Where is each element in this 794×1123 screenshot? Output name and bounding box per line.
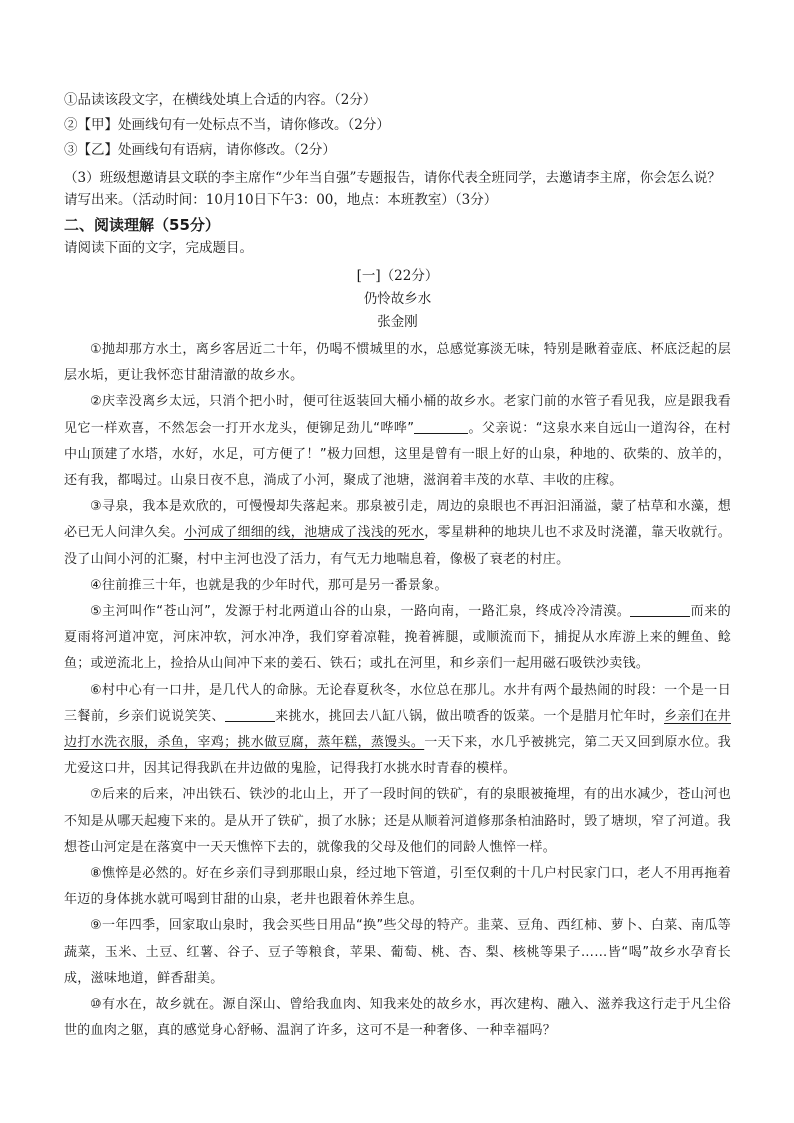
question-2: ②【甲】处画线句有一处标点不当，请你修改。（2分） <box>64 117 390 133</box>
paragraph-6-text-c: 一天下来，水几乎被挑完，第二天又回到原水位。我尤爱这口井，因其记得我趴在井边做的鬼脸，记得我打水挑水时青春的模样。 <box>64 735 731 777</box>
question-1: ①品读该段文字，在横线处填上合适的内容。（2分） <box>64 92 377 108</box>
paragraph-4: ④往前推三十年，也就是我的少年时代，那可是另一番景象。 <box>90 577 448 593</box>
passage-label: [一]（22分） <box>356 268 439 284</box>
paragraph-3 <box>64 494 731 573</box>
paragraph-6 <box>64 678 731 783</box>
paragraph-6-text-a: ⑥村中心有一口井，是几代人的命脉。无论春夏秋冬，水位总在那儿。水井有两个最热闹的时段：一个是一日三餐前，乡亲们说说笑笑、 <box>64 682 731 724</box>
paragraph-3-text-a: ③寻泉，我本是欢欣的，可慢慢却失落起来。那泉被引走，周边的泉眼也不再汩汩涌溢，蒙了枯草和水藻，想必已无人问津久矣。 <box>64 499 731 541</box>
paragraph-9: ⑨一年四季，回家取山泉时，我会买些日用品“换”些父母的特产。韭菜、豆角、西红柿、萝卜、白菜、南瓜等蔬菜，玉米、土豆、红薯、谷子、豆子等粮食，苹果、葡萄、桃、杏、梨、核桃等果子……皆“喝”故乡水孕育长成，滋味地道，鲜香甜美。 <box>64 918 731 986</box>
paragraph-3-text-b: ，零星耕种的地块儿也不求及时浇灌，靠天收就行。没了山间小河的汇聚，村中主河也没了活力，有气无力地喘息着，像极了衰老的村庄。 <box>64 525 732 567</box>
paragraph-6-text-b: 来挑水，挑回去八缸八锅，做出喷香的饭菜。一个是腊月忙年时， <box>274 708 665 724</box>
section-instruction: 请阅读下面的文字，完成题目。 <box>64 240 253 256</box>
question-4: （3）班级想邀请县文联的李主席作“少年当自强”专题报告，请你代表全班同学，去邀请李主席，你会怎么说？请写出来。（活动时间：10月10日下午3：00，地点：本班教室）（3分） <box>64 170 721 208</box>
question-3: ③【乙】处画线句有语病，请你修改。（2分） <box>64 142 336 158</box>
passage-author: 张金刚 <box>377 314 418 330</box>
fill-blank-3 <box>225 707 275 722</box>
section-title: 二、阅读理解（55分） <box>64 216 220 234</box>
underlined-sentence-yi: 乡亲们在井边打水洗衣服，杀鱼，宰鸡；挑水做豆腐，蒸年糕，蒸馒头。 <box>64 708 731 751</box>
passage-title: 仍怜故乡水 <box>363 291 432 307</box>
fill-blank-2 <box>630 602 690 617</box>
paragraph-2-text-b: 。父亲说：“这泉水来自远山一道沟谷，在村中山顶建了水塔，水好，水足，可方便了！”极力回想，这里是曾有一眼上好的山泉，种地的、砍柴的、放羊的，还有我，都喝过。山泉日夜不息，淌成了小河，聚成了池塘，滋润着丰茂的水草、丰收的庄稼。 <box>64 420 731 489</box>
paragraph-2-text-a: ②庆幸没离乡太远，只消个把小时，便可往返装回大桶小桶的故乡水。老家门前的水管子看见我，应是跟我看见它一样欢喜，不然怎会一打开水龙头，便铆足劲儿“哗哗” <box>64 394 731 436</box>
exam-page <box>64 88 731 1044</box>
fill-blank-1 <box>414 419 468 434</box>
paragraph-5 <box>64 599 731 678</box>
paragraph-2 <box>64 389 731 494</box>
paragraph-7: ⑦后来的后来，冲出铁石、铁沙的北山上，开了一段时间的铁矿，有的泉眼被掩埋，有的出水减少，苍山河也不知是从哪天起瘦下来的。是从开了铁矿，损了水脉；还是从顺着河道修那条柏油路时，毁了塘坝，窄了河道。我想苍山河定是在落寞中一天天憔悴下去的，就像我的父母及他们的同龄人憔悴一样。 <box>64 787 731 855</box>
paragraph-8: ⑧憔悴是必然的。好在乡亲们寻到那眼山泉，经过地下管道，引至仅剩的十几户村民家门口，老人不用再拖着年迈的身体挑水就可喝到甘甜的山泉，老井也跟着休养生息。 <box>64 866 731 908</box>
paragraph-5-text-b: 而来的夏雨将河道冲宽，河床冲软，河水冲净，我们穿着凉鞋，挽着裤腿，或顺流而下，捕捉从水库游上来的鲤鱼、鲶鱼；或逆流北上，捡拾从山间冲下来的姜石、铁石；或扎在河里，和乡亲们一起用磁石吸铁沙卖钱。 <box>64 604 731 672</box>
paragraph-10: ⑩有水在，故乡就在。源自深山、曾给我血肉、知我来处的故乡水，再次建构、融入、滋养我这行走于凡尘俗世的血肉之躯，真的感觉身心舒畅、温润了许多，这可不是一种奢侈、一种幸福吗？ <box>64 997 731 1039</box>
paragraph-5-text-a: ⑤主河叫作“苍山河”，发源于村北两道山谷的山泉，一路向南，一路汇泉，终成冷冷清漠。 <box>90 604 631 620</box>
paragraph-1: ①抛却那方水土，离乡客居近二十年，仍喝不惯城里的水，总感觉寡淡无味，特别是瞅着壶底、杯底泛起的层层水垢，更让我怀恋甘甜清澈的故乡水。 <box>64 342 731 384</box>
underlined-sentence-jia: 小河成了细细的线，池塘成了浅浅的死水 <box>184 525 425 541</box>
